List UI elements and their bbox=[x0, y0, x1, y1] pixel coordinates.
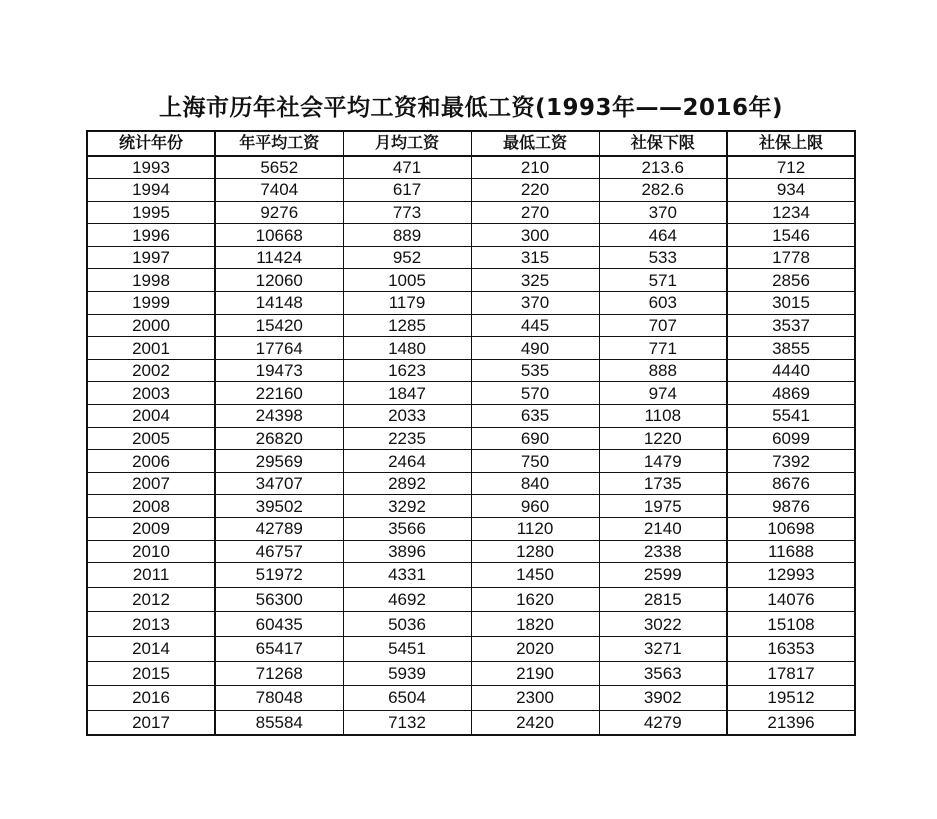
cell-social-security-lower: 464 bbox=[599, 224, 727, 247]
cell-minimum-wage: 570 bbox=[471, 382, 599, 405]
table-row bbox=[87, 661, 855, 686]
cell-annual-wage: 51972 bbox=[215, 563, 343, 588]
cell-social-security-upper: 3015 bbox=[727, 292, 855, 315]
cell-year: 2014 bbox=[87, 636, 215, 661]
cell-social-security-upper: 21396 bbox=[727, 710, 855, 735]
cell-minimum-wage: 1450 bbox=[471, 563, 599, 588]
cell-social-security-lower: 888 bbox=[599, 359, 727, 382]
cell-minimum-wage: 1280 bbox=[471, 540, 599, 563]
table-row bbox=[87, 612, 855, 637]
cell-social-security-lower: 707 bbox=[599, 314, 727, 337]
cell-minimum-wage: 210 bbox=[471, 156, 599, 179]
cell-annual-wage: 17764 bbox=[215, 337, 343, 360]
cell-minimum-wage: 445 bbox=[471, 314, 599, 337]
cell-year: 2004 bbox=[87, 405, 215, 428]
column-header-minimum-wage: 最低工资 bbox=[471, 131, 599, 156]
table-row bbox=[87, 472, 855, 495]
cell-year: 1998 bbox=[87, 269, 215, 292]
cell-social-security-lower: 1220 bbox=[599, 427, 727, 450]
cell-annual-wage: 15420 bbox=[215, 314, 343, 337]
cell-social-security-lower: 603 bbox=[599, 292, 727, 315]
cell-monthly-wage: 1623 bbox=[343, 359, 471, 382]
cell-annual-wage: 42789 bbox=[215, 518, 343, 541]
table-row bbox=[87, 382, 855, 405]
table-row bbox=[87, 246, 855, 269]
cell-monthly-wage: 6504 bbox=[343, 686, 471, 711]
cell-year: 1997 bbox=[87, 246, 215, 269]
cell-social-security-upper: 9876 bbox=[727, 495, 855, 518]
table-row bbox=[87, 450, 855, 473]
cell-year: 1999 bbox=[87, 292, 215, 315]
column-header-social-security-lower: 社保下限 bbox=[599, 131, 727, 156]
cell-monthly-wage: 5939 bbox=[343, 661, 471, 686]
cell-social-security-lower: 533 bbox=[599, 246, 727, 269]
cell-monthly-wage: 617 bbox=[343, 179, 471, 202]
cell-minimum-wage: 220 bbox=[471, 179, 599, 202]
cell-year: 2005 bbox=[87, 427, 215, 450]
cell-year: 2013 bbox=[87, 612, 215, 637]
cell-minimum-wage: 960 bbox=[471, 495, 599, 518]
cell-year: 1993 bbox=[87, 156, 215, 179]
cell-annual-wage: 29569 bbox=[215, 450, 343, 473]
table-row bbox=[87, 269, 855, 292]
cell-social-security-lower: 3902 bbox=[599, 686, 727, 711]
cell-minimum-wage: 1620 bbox=[471, 587, 599, 612]
cell-year: 1995 bbox=[87, 201, 215, 224]
table-row bbox=[87, 156, 855, 179]
cell-year: 2003 bbox=[87, 382, 215, 405]
cell-social-security-upper: 4440 bbox=[727, 359, 855, 382]
cell-social-security-lower: 771 bbox=[599, 337, 727, 360]
cell-annual-wage: 24398 bbox=[215, 405, 343, 428]
cell-minimum-wage: 840 bbox=[471, 472, 599, 495]
cell-annual-wage: 34707 bbox=[215, 472, 343, 495]
cell-social-security-upper: 3855 bbox=[727, 337, 855, 360]
cell-monthly-wage: 2033 bbox=[343, 405, 471, 428]
cell-annual-wage: 39502 bbox=[215, 495, 343, 518]
cell-annual-wage: 46757 bbox=[215, 540, 343, 563]
cell-social-security-upper: 1234 bbox=[727, 201, 855, 224]
cell-monthly-wage: 5036 bbox=[343, 612, 471, 637]
table-row bbox=[87, 540, 855, 563]
cell-minimum-wage: 2300 bbox=[471, 686, 599, 711]
cell-annual-wage: 85584 bbox=[215, 710, 343, 735]
cell-year: 1996 bbox=[87, 224, 215, 247]
cell-social-security-upper: 17817 bbox=[727, 661, 855, 686]
cell-monthly-wage: 4331 bbox=[343, 563, 471, 588]
cell-annual-wage: 26820 bbox=[215, 427, 343, 450]
table-row bbox=[87, 686, 855, 711]
cell-annual-wage: 19473 bbox=[215, 359, 343, 382]
cell-social-security-lower: 1735 bbox=[599, 472, 727, 495]
cell-social-security-upper: 15108 bbox=[727, 612, 855, 637]
column-header-year: 统计年份 bbox=[87, 131, 215, 156]
wage-table bbox=[86, 130, 856, 736]
table-row bbox=[87, 337, 855, 360]
cell-monthly-wage: 4692 bbox=[343, 587, 471, 612]
table-row bbox=[87, 201, 855, 224]
cell-social-security-lower: 282.6 bbox=[599, 179, 727, 202]
cell-monthly-wage: 471 bbox=[343, 156, 471, 179]
cell-year: 2015 bbox=[87, 661, 215, 686]
cell-annual-wage: 10668 bbox=[215, 224, 343, 247]
cell-monthly-wage: 889 bbox=[343, 224, 471, 247]
table-row bbox=[87, 314, 855, 337]
table-row bbox=[87, 359, 855, 382]
cell-minimum-wage: 690 bbox=[471, 427, 599, 450]
cell-monthly-wage: 3896 bbox=[343, 540, 471, 563]
cell-year: 2012 bbox=[87, 587, 215, 612]
cell-annual-wage: 11424 bbox=[215, 246, 343, 269]
cell-minimum-wage: 315 bbox=[471, 246, 599, 269]
cell-social-security-upper: 7392 bbox=[727, 450, 855, 473]
cell-minimum-wage: 535 bbox=[471, 359, 599, 382]
cell-social-security-lower: 2815 bbox=[599, 587, 727, 612]
cell-year: 2006 bbox=[87, 450, 215, 473]
cell-minimum-wage: 325 bbox=[471, 269, 599, 292]
header-row bbox=[87, 131, 855, 156]
cell-annual-wage: 5652 bbox=[215, 156, 343, 179]
cell-social-security-lower: 2140 bbox=[599, 518, 727, 541]
table-row bbox=[87, 710, 855, 735]
cell-monthly-wage: 3292 bbox=[343, 495, 471, 518]
cell-annual-wage: 65417 bbox=[215, 636, 343, 661]
cell-monthly-wage: 7132 bbox=[343, 710, 471, 735]
table-row bbox=[87, 587, 855, 612]
cell-social-security-lower: 2338 bbox=[599, 540, 727, 563]
cell-social-security-upper: 2856 bbox=[727, 269, 855, 292]
cell-monthly-wage: 1179 bbox=[343, 292, 471, 315]
cell-year: 2011 bbox=[87, 563, 215, 588]
column-header-annual-wage: 年平均工资 bbox=[215, 131, 343, 156]
cell-social-security-lower: 2599 bbox=[599, 563, 727, 588]
cell-monthly-wage: 1847 bbox=[343, 382, 471, 405]
cell-social-security-lower: 370 bbox=[599, 201, 727, 224]
cell-year: 2010 bbox=[87, 540, 215, 563]
cell-year: 2017 bbox=[87, 710, 215, 735]
cell-year: 2009 bbox=[87, 518, 215, 541]
table-row bbox=[87, 563, 855, 588]
cell-social-security-upper: 11688 bbox=[727, 540, 855, 563]
table-row bbox=[87, 427, 855, 450]
cell-minimum-wage: 635 bbox=[471, 405, 599, 428]
cell-minimum-wage: 300 bbox=[471, 224, 599, 247]
cell-year: 2016 bbox=[87, 686, 215, 711]
cell-social-security-upper: 14076 bbox=[727, 587, 855, 612]
table-row bbox=[87, 495, 855, 518]
cell-year: 2000 bbox=[87, 314, 215, 337]
table-body bbox=[87, 156, 855, 735]
table-row bbox=[87, 292, 855, 315]
cell-social-security-lower: 213.6 bbox=[599, 156, 727, 179]
cell-minimum-wage: 2190 bbox=[471, 661, 599, 686]
cell-year: 2002 bbox=[87, 359, 215, 382]
cell-monthly-wage: 773 bbox=[343, 201, 471, 224]
cell-social-security-lower: 3563 bbox=[599, 661, 727, 686]
cell-minimum-wage: 2420 bbox=[471, 710, 599, 735]
cell-annual-wage: 78048 bbox=[215, 686, 343, 711]
cell-social-security-upper: 10698 bbox=[727, 518, 855, 541]
cell-monthly-wage: 1005 bbox=[343, 269, 471, 292]
table-row bbox=[87, 405, 855, 428]
cell-monthly-wage: 1480 bbox=[343, 337, 471, 360]
cell-social-security-upper: 6099 bbox=[727, 427, 855, 450]
cell-monthly-wage: 2464 bbox=[343, 450, 471, 473]
cell-monthly-wage: 5451 bbox=[343, 636, 471, 661]
cell-monthly-wage: 3566 bbox=[343, 518, 471, 541]
cell-social-security-lower: 3271 bbox=[599, 636, 727, 661]
table-row bbox=[87, 518, 855, 541]
cell-year: 2001 bbox=[87, 337, 215, 360]
cell-minimum-wage: 270 bbox=[471, 201, 599, 224]
document-title: 上海市历年社会平均工资和最低工资(1993年——2016年) bbox=[158, 95, 784, 121]
cell-minimum-wage: 370 bbox=[471, 292, 599, 315]
cell-annual-wage: 12060 bbox=[215, 269, 343, 292]
column-header-social-security-upper: 社保上限 bbox=[727, 131, 855, 156]
cell-annual-wage: 14148 bbox=[215, 292, 343, 315]
cell-monthly-wage: 2892 bbox=[343, 472, 471, 495]
cell-minimum-wage: 2020 bbox=[471, 636, 599, 661]
cell-annual-wage: 22160 bbox=[215, 382, 343, 405]
cell-social-security-upper: 12993 bbox=[727, 563, 855, 588]
cell-social-security-upper: 1546 bbox=[727, 224, 855, 247]
cell-social-security-upper: 712 bbox=[727, 156, 855, 179]
table-row bbox=[87, 636, 855, 661]
table-row bbox=[87, 224, 855, 247]
column-header-monthly-wage: 月均工资 bbox=[343, 131, 471, 156]
cell-minimum-wage: 750 bbox=[471, 450, 599, 473]
cell-social-security-upper: 4869 bbox=[727, 382, 855, 405]
cell-annual-wage: 60435 bbox=[215, 612, 343, 637]
cell-annual-wage: 71268 bbox=[215, 661, 343, 686]
cell-social-security-lower: 3022 bbox=[599, 612, 727, 637]
cell-minimum-wage: 490 bbox=[471, 337, 599, 360]
cell-annual-wage: 56300 bbox=[215, 587, 343, 612]
cell-social-security-upper: 16353 bbox=[727, 636, 855, 661]
cell-year: 2008 bbox=[87, 495, 215, 518]
cell-year: 2007 bbox=[87, 472, 215, 495]
cell-social-security-upper: 1778 bbox=[727, 246, 855, 269]
cell-minimum-wage: 1120 bbox=[471, 518, 599, 541]
cell-minimum-wage: 1820 bbox=[471, 612, 599, 637]
cell-social-security-lower: 571 bbox=[599, 269, 727, 292]
cell-annual-wage: 7404 bbox=[215, 179, 343, 202]
cell-social-security-upper: 934 bbox=[727, 179, 855, 202]
cell-monthly-wage: 2235 bbox=[343, 427, 471, 450]
cell-social-security-upper: 19512 bbox=[727, 686, 855, 711]
table-row bbox=[87, 179, 855, 202]
cell-social-security-lower: 974 bbox=[599, 382, 727, 405]
cell-social-security-lower: 1108 bbox=[599, 405, 727, 428]
cell-social-security-upper: 8676 bbox=[727, 472, 855, 495]
cell-social-security-lower: 4279 bbox=[599, 710, 727, 735]
cell-year: 1994 bbox=[87, 179, 215, 202]
cell-monthly-wage: 1285 bbox=[343, 314, 471, 337]
cell-monthly-wage: 952 bbox=[343, 246, 471, 269]
cell-social-security-upper: 3537 bbox=[727, 314, 855, 337]
cell-social-security-lower: 1975 bbox=[599, 495, 727, 518]
cell-social-security-upper: 5541 bbox=[727, 405, 855, 428]
cell-annual-wage: 9276 bbox=[215, 201, 343, 224]
cell-social-security-lower: 1479 bbox=[599, 450, 727, 473]
